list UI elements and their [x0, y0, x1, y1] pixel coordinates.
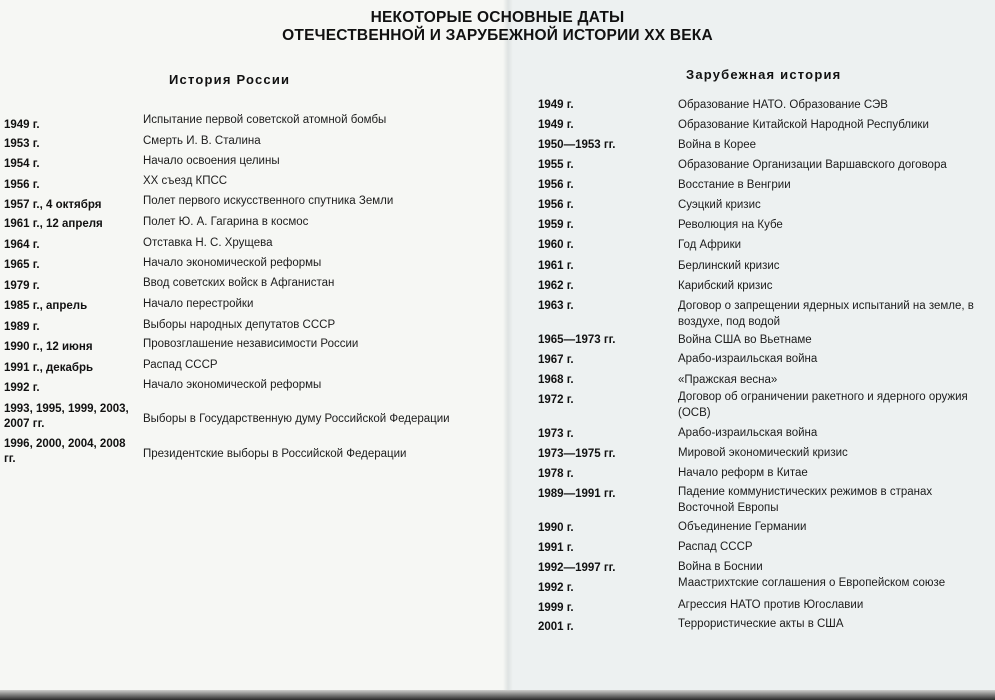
russia-event: Ввод советских войск в Афганистан [143, 277, 335, 289]
world-event: «Пражская весна» [678, 374, 778, 386]
world-event: Война США во Вьетнаме [678, 334, 812, 346]
page-title-line-2: ОТЕЧЕСТВЕННОЙ И ЗАРУБЕЖНОЙ ИСТОРИИ XX ВЕКА [282, 27, 713, 44]
russia-date: 1996, 2000, 2004, 2008 гг. [4, 438, 126, 465]
russia-event: Испытание первой советской атомной бомбы [143, 114, 387, 126]
russia-event: Начало экономической реформы [143, 257, 322, 269]
world-date: 1967 г. [538, 354, 574, 366]
russia-date: 1991 г., декабрь [4, 362, 94, 374]
russia-event: Президентские выборы в Российской Федерации [143, 448, 407, 460]
world-event: Арабо-израильская война [678, 427, 818, 439]
russia-date: 1992 г. [4, 382, 40, 394]
world-date: 1972 г. [538, 394, 574, 406]
world-event: Маастрихтские соглашения о Европейском союзе [678, 577, 946, 589]
world-event: Образование Китайской Народной Республики [678, 119, 929, 131]
russia-event: Начало освоения целины [143, 155, 280, 167]
russia-date: 1964 г. [4, 239, 40, 251]
world-event: Год Африки [678, 239, 742, 251]
world-event: Война в Корее [678, 139, 757, 151]
world-event: Карибский кризис [678, 280, 773, 292]
world-event: Арабо-израильская война [678, 353, 818, 365]
world-event: Берлинский кризис [678, 260, 780, 272]
world-date: 1973—1975 гг. [538, 448, 616, 460]
world-date: 1963 г. [538, 300, 574, 312]
book-gutter [503, 0, 513, 700]
world-date: 1950—1953 гг. [538, 139, 616, 151]
world-date: 1973 г. [538, 428, 574, 440]
russia-event: Отставка Н. С. Хрущева [143, 237, 273, 249]
world-event: Договор о запрещении ядерных испытаний на земле, в воздухе, под водой [678, 300, 974, 328]
russia-date: 1949 г. [4, 119, 40, 131]
world-date: 1961 г. [538, 260, 574, 272]
russia-date: 1979 г. [4, 280, 40, 292]
world-date: 1956 г. [538, 199, 574, 211]
russia-date: 1961 г., 12 апреля [4, 218, 103, 230]
russia-date: 1954 г. [4, 158, 40, 170]
world-event: Договор об ограничении ракетного и ядерного оружия (ОСВ) [678, 391, 968, 419]
russia-heading: История России [169, 72, 291, 87]
world-date: 1949 г. [538, 119, 574, 131]
russia-event: Смерть И. В. Сталина [143, 135, 261, 147]
world-date: 1956 г. [538, 179, 574, 191]
world-date: 1955 г. [538, 159, 574, 171]
world-date: 1999 г. [538, 602, 574, 614]
russia-event: Начало экономической реформы [143, 379, 322, 391]
russia-event: XX съезд КПСС [143, 175, 228, 187]
world-event: Падение коммунистических режимов в странах Восточной Европы [678, 486, 933, 514]
page-bottom-edge [0, 690, 995, 700]
russia-date: 1990 г., 12 июня [4, 341, 93, 353]
world-date: 1992—1997 гг. [538, 562, 616, 574]
russia-event: Выборы в Государственную думу Российской Федерации [143, 413, 450, 425]
world-date: 1965—1973 гг. [538, 334, 616, 346]
russia-event: Полет первого искусственного спутника Земли [143, 195, 394, 207]
world-event: Объединение Германии [678, 521, 807, 533]
world-date: 1960 г. [538, 239, 574, 251]
world-date: 1989—1991 гг. [538, 488, 616, 500]
world-date: 1991 г. [538, 542, 574, 554]
world-event: Образование НАТО. Образование СЭВ [678, 99, 888, 111]
world-date: 1992 г. [538, 582, 574, 594]
russia-date: 1953 г. [4, 138, 40, 150]
world-heading: Зарубежная история [686, 67, 842, 82]
world-date: 1968 г. [538, 374, 574, 386]
world-event: Распад СССР [678, 541, 753, 553]
russia-date: 1956 г. [4, 179, 40, 191]
russia-date: 1989 г. [4, 321, 40, 333]
russia-date: 1965 г. [4, 259, 40, 271]
page-title-line-1: НЕКОТОРЫЕ ОСНОВНЫЕ ДАТЫ [370, 9, 625, 26]
world-event: Образование Организации Варшавского договора [678, 159, 947, 171]
world-event: Мировой экономический кризис [678, 447, 848, 459]
russia-event: Распад СССР [143, 359, 218, 371]
russia-event: Провозглашение независимости России [143, 338, 359, 350]
world-event: Агрессия НАТО против Югославии [678, 599, 864, 611]
russia-event: Выборы народных депутатов СССР [143, 319, 336, 331]
russia-event: Полет Ю. А. Гагарина в космос [143, 216, 309, 228]
world-date: 1959 г. [538, 219, 574, 231]
world-event: Революция на Кубе [678, 219, 783, 231]
world-event: Восстание в Венгрии [678, 179, 791, 191]
russia-event: Начало перестройки [143, 298, 254, 310]
world-date: 1978 г. [538, 468, 574, 480]
world-date: 1962 г. [538, 280, 574, 292]
russia-date: 1993, 1995, 1999, 2003, 2007 гг. [4, 403, 129, 430]
russia-date: 1957 г., 4 октября [4, 199, 102, 211]
world-event: Суэцкий кризис [678, 199, 761, 211]
world-event: Террористические акты в США [678, 618, 844, 630]
world-date: 1949 г. [538, 99, 574, 111]
world-event: Начало реформ в Китае [678, 467, 808, 479]
world-date: 1990 г. [538, 522, 574, 534]
world-event: Война в Боснии [678, 561, 763, 573]
russia-date: 1985 г., апрель [4, 300, 88, 312]
world-date: 2001 г. [538, 621, 574, 633]
